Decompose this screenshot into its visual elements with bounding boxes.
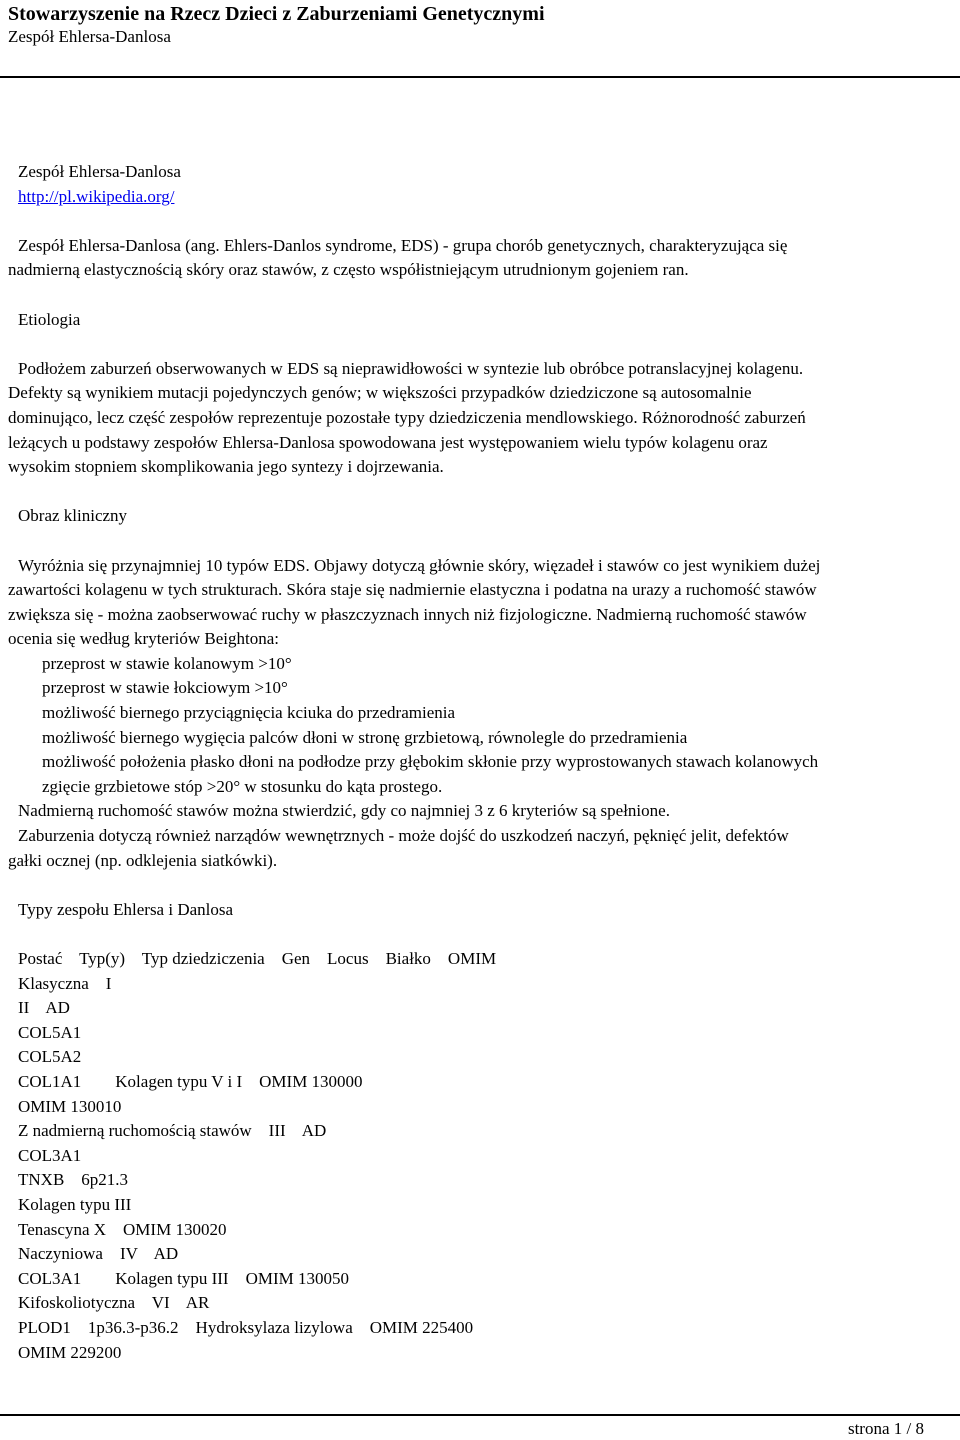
table-row: TNXB 6p21.3	[18, 1170, 129, 1190]
etiology-line-2: Defekty są wynikiem mutacji pojedynczych genów; w większości przypadków dziedziczone są autosomalnie	[8, 383, 752, 403]
etiology-line-3: dominująco, lecz część zespołów reprezentuje pozostałe typy dziedziczenia mendlowskiego. Różnorodność zaburzeń	[8, 407, 806, 427]
table-row: COL3A1 Kolagen typu III OMIM 130050	[18, 1268, 349, 1288]
clinical-line-1: Wyróżnia się przynajmniej 10 typów EDS. Objawy dotyczą głównie skóry, więzadeł i stawów co jest wynikiem dużej	[18, 555, 821, 575]
types-heading: Typy zespołu Ehlersa i Danlosa	[18, 899, 234, 919]
list-item: przeprost w stawie kolanowym >10°	[42, 653, 292, 673]
document-body	[8, 160, 952, 1365]
etiology-heading: Etiologia	[18, 309, 81, 329]
organization-title: Stowarzyszenie na Rzecz Dzieci z Zaburzeniami Genetycznymi	[8, 3, 545, 25]
intro-line-1: Zespół Ehlersa-Danlosa (ang. Ehlers-Danlos syndrome, EDS) - grupa chorób genetycznych, charakteryzująca się	[18, 235, 788, 255]
list-item: zgięcie grzbietowe stóp >20° w stosunku do kąta prostego.	[42, 776, 443, 796]
types-table	[8, 947, 952, 1365]
table-row: COL1A1 Kolagen typu V i I OMIM 130000	[18, 1071, 363, 1091]
etiology-line-1: Podłożem zaburzeń obserwowanych w EDS są nieprawidłowości w syntezie lub obróbce potranslacyjnej kolagenu.	[18, 358, 804, 378]
etiology-line-5: wysokim stopniem skomplikowania jego syntezy i dojrzewania.	[8, 457, 444, 477]
table-row: Klasyczna I	[18, 973, 112, 993]
list-item: możliwość położenia płasko dłoni na podłodze przy głębokim skłonie przy wyprostowanych stawach kolanowych	[42, 752, 819, 772]
table-row: Postać Typ(y) Typ dziedziczenia Gen Locus Białko OMIM	[18, 949, 497, 968]
beighton-criteria-list	[8, 652, 952, 800]
table-row: PLOD1 1p36.3-p36.2 Hydroksylaza lizylowa OMIM 225400	[18, 1317, 474, 1337]
table-row: OMIM 130010	[18, 1096, 122, 1116]
clinical-line-2: zawartości kolagenu w tych strukturach. Skóra staje się nadmiernie elastyczna i podatna na urazy a ruchomość stawów	[8, 580, 817, 600]
table-row: Naczyniowa IV AD	[18, 1244, 179, 1264]
table-row: COL3A1	[18, 1145, 82, 1165]
list-item: przeprost w stawie łokciowym >10°	[42, 678, 288, 698]
criteria-summary: Nadmierną ruchomość stawów można stwierdzić, gdy co najmniej 3 z 6 kryteriów są spełnione.	[18, 801, 670, 821]
etiology-line-4: leżących u podstawy zespołów Ehlersa-Danlosa spowodowana jest występowaniem wielu typów kolagenu oraz	[8, 432, 768, 452]
table-row: Tenascyna X OMIM 130020	[18, 1219, 227, 1239]
page-number: strona 1 / 8	[847, 1419, 924, 1438]
document-subtitle: Zespół Ehlersa-Danlosa	[8, 27, 171, 46]
intro-line-2: nadmierną elastycznością skóry oraz stawów, z często współistniejącym utrudnionym gojeniem ran.	[8, 260, 689, 280]
list-item: możliwość biernego wygięcia palców dłoni w stronę grzbietową, równolegle do przedramienia	[42, 727, 688, 747]
table-row: Z nadmierną ruchomością stawów III AD	[18, 1121, 327, 1141]
list-item: możliwość biernego przyciągnięcia kciuka do przedramienia	[42, 703, 456, 723]
table-row: II AD	[18, 998, 70, 1018]
table-row: COL5A1	[18, 1022, 82, 1042]
page-header	[0, 0, 960, 78]
clinical-line-3: zwiększa się - można zaobserwować ruchy w płaszczyznach innych niż fizjologiczne. Nadmierną ruchomość stawów	[8, 604, 807, 624]
table-row: OMIM 229200	[18, 1342, 122, 1362]
organs-line-1: Zaburzenia dotyczą również narządów wewnętrznych - może dojść do uszkodzeń naczyń, pęknięć jelit, defektów	[18, 826, 789, 846]
clinical-heading: Obraz kliniczny	[18, 506, 128, 526]
article-title: Zespół Ehlersa-Danlosa	[18, 162, 181, 181]
table-row: Kifoskoliotyczna VI AR	[18, 1293, 210, 1313]
footer-divider	[0, 1414, 960, 1416]
table-row: COL5A2	[18, 1047, 82, 1067]
header-divider	[0, 76, 960, 78]
clinical-line-4: ocenia się według kryteriów Beightona:	[8, 629, 279, 649]
source-link[interactable]: http://pl.wikipedia.org/	[18, 186, 175, 206]
table-row: Kolagen typu III	[18, 1194, 132, 1214]
organs-line-2: gałki ocznej (np. odklejenia siatkówki).	[8, 850, 278, 870]
